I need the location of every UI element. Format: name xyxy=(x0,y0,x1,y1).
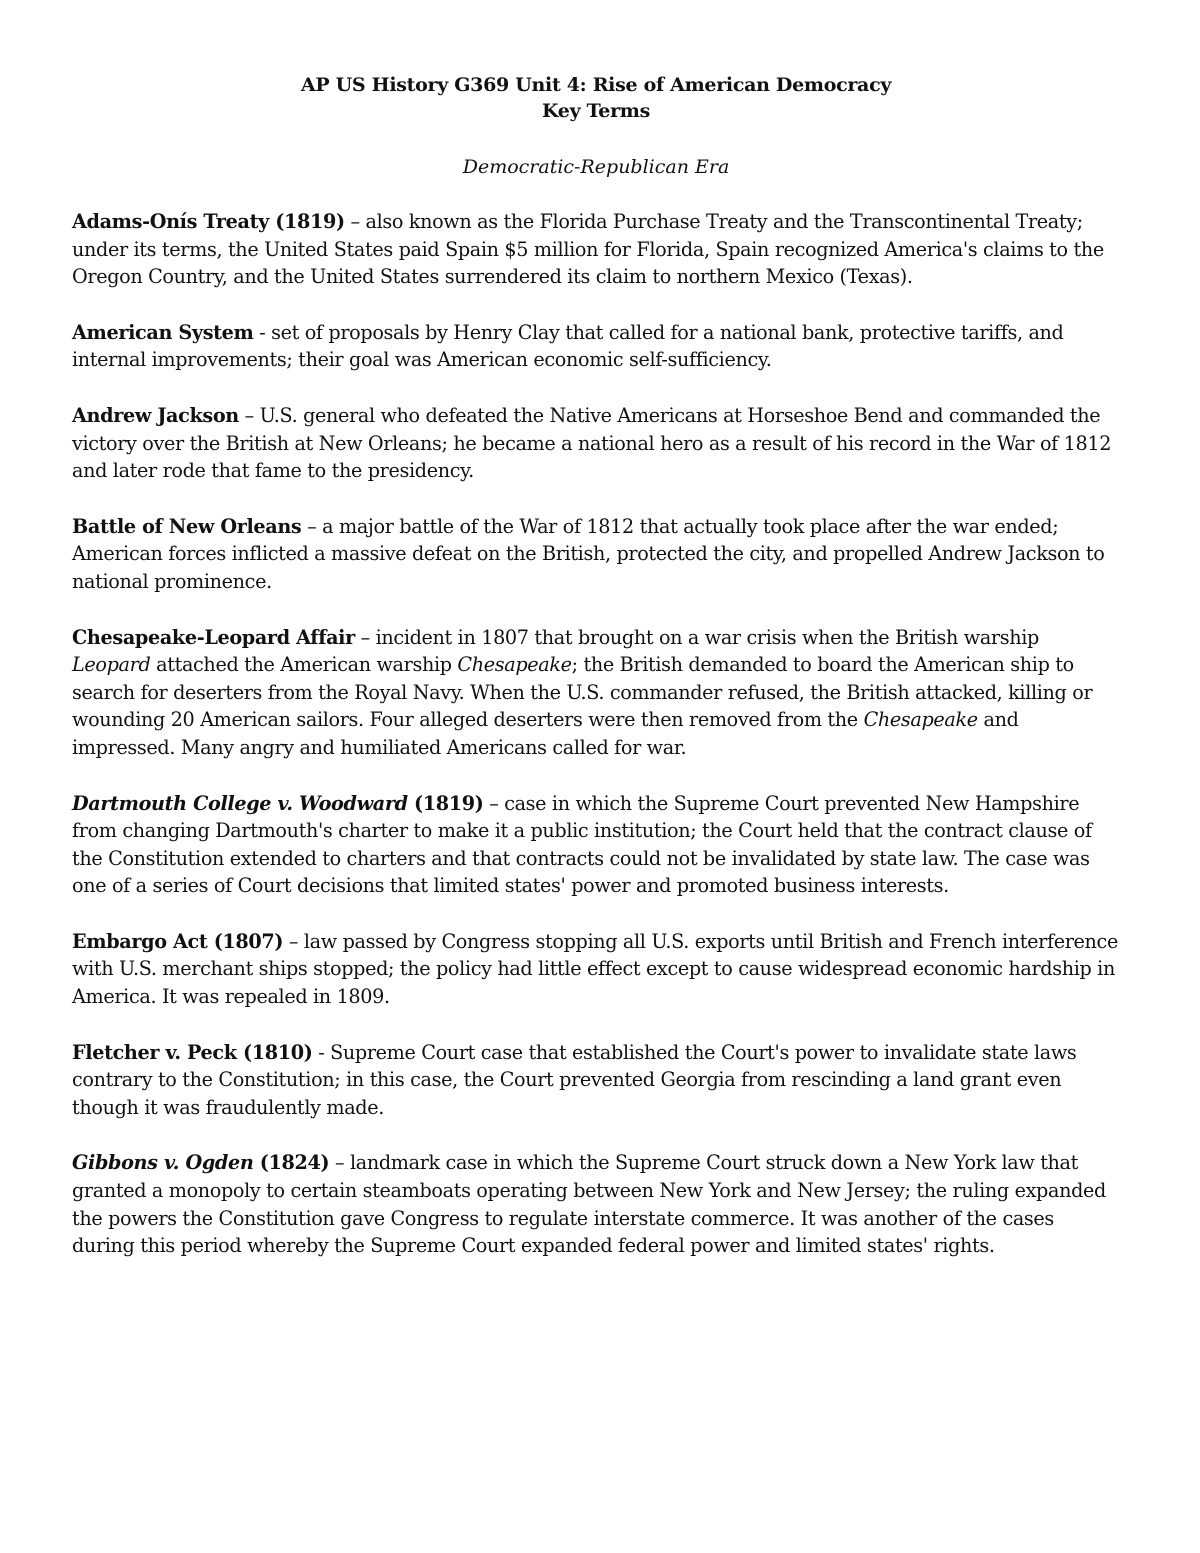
entry-gibbons-v-ogden xyxy=(72,1149,1120,1259)
definition: - Supreme Court case that established the Court's power to invalidate state laws contrary to the Constitution; in this case, the Court prevented Georgia from rescinding a land grant even though it was fraudulently made. xyxy=(72,1040,1077,1119)
definition-part: ; the British demanded to board the American ship to search for deserters from the Royal Navy. When the U.S. commander refused, the British attacked, killing or wounding 20 American sailors. Four alleged deserters were then removed from the xyxy=(72,653,1093,732)
entry-adams-onis-treaty xyxy=(72,208,1120,291)
term-date: (1819) xyxy=(407,791,484,815)
document-title: AP US History G369 Unit 4: Rise of American Democracy xyxy=(300,74,892,96)
document-subtitle: Key Terms xyxy=(542,100,650,122)
ship-name: Chesapeake xyxy=(457,653,572,677)
term: Adams-Onís Treaty xyxy=(72,210,269,233)
term: American System xyxy=(72,320,254,344)
definition: – a major battle of the War of 1812 that actually took place after the war ended; American forces inflicted a massive defeat on the British, protected the city, and propelled Andrew Jackson to national prominence. xyxy=(72,514,1105,593)
term: Dartmouth College v. Woodward xyxy=(72,791,408,815)
document-page xyxy=(72,72,1120,1288)
entry-american-system xyxy=(72,319,1120,374)
entry-dartmouth-college-v-woodward xyxy=(72,790,1120,900)
definition: – law passed by Congress stopping all U.S. exports until British and French interference with U.S. merchant ships stopped; the policy had little effect except to cause widespread economic hardship in America. It was repealed in 1809. xyxy=(72,929,1118,1009)
section-heading: Democratic-Republican Era xyxy=(462,156,730,178)
definition: – U.S. general who defeated the Native Americans at Horseshoe Bend and commanded the victory over the British at New Orleans; he became a national hero as a result of his record in the War of 1812 and later rode that fame to the presidency. xyxy=(72,403,1112,483)
definition-part: – incident in 1807 that brought on a war crisis when the British warship xyxy=(354,625,1039,649)
definition: – case in which the Supreme Court prevented New Hampshire from changing Dartmouth's charter to make it a public institution; the Court held that the contract clause of the Constitution extended to charters and that contracts could not be invalidated by state law. The case was one of a series of Court decisions that limited states' power and promoted business interests. xyxy=(72,791,1092,898)
definition: – also known as the Florida Purchase Treaty and the Transcontinental Treaty; under its terms, the United States paid Spain $5 million for Florida, Spain recognized America's claims to the Oregon Country, and the United States surrendered its claim to northern Mexico (Texas). xyxy=(72,210,1104,289)
term: Andrew Jackson xyxy=(72,403,239,427)
term-date: (1824) xyxy=(253,1151,330,1175)
definition: – landmark case in which the Supreme Court struck down a New York law that granted a monopoly to certain steamboats operating between New York and New Jersey; the ruling expanded the powers the Constitution gave Congress to regulate interstate commerce. It was another of the cases during this period whereby the Supreme Court expanded federal power and limited states' rights. xyxy=(72,1151,1106,1258)
term: Fletcher v. Peck (1810) xyxy=(72,1040,313,1064)
ship-name: Leopard xyxy=(72,653,151,677)
term: Battle of New Orleans xyxy=(72,514,302,538)
document-header xyxy=(72,72,1120,124)
entry-battle-of-new-orleans xyxy=(72,513,1120,596)
term: Gibbons v. Ogden xyxy=(72,1151,254,1175)
definition: - set of proposals by Henry Clay that called for a national bank, protective tariffs, and internal improvements; their goal was American economic self-sufficiency. xyxy=(72,320,1064,372)
term-date: (1819) xyxy=(268,210,345,233)
definition-part: and impressed. Many angry and humiliated Americans called for war. xyxy=(72,708,1019,759)
entry-andrew-jackson xyxy=(72,402,1120,485)
ship-name: Chesapeake xyxy=(863,708,978,732)
entry-fletcher-v-peck xyxy=(72,1039,1120,1122)
entry-embargo-act xyxy=(72,928,1120,1011)
definition-part: attached the American warship xyxy=(150,653,458,677)
term: Chesapeake-Leopard Affair xyxy=(72,625,355,649)
entry-chesapeake-leopard-affair xyxy=(72,624,1120,762)
term: Embargo Act (1807) xyxy=(72,929,284,953)
